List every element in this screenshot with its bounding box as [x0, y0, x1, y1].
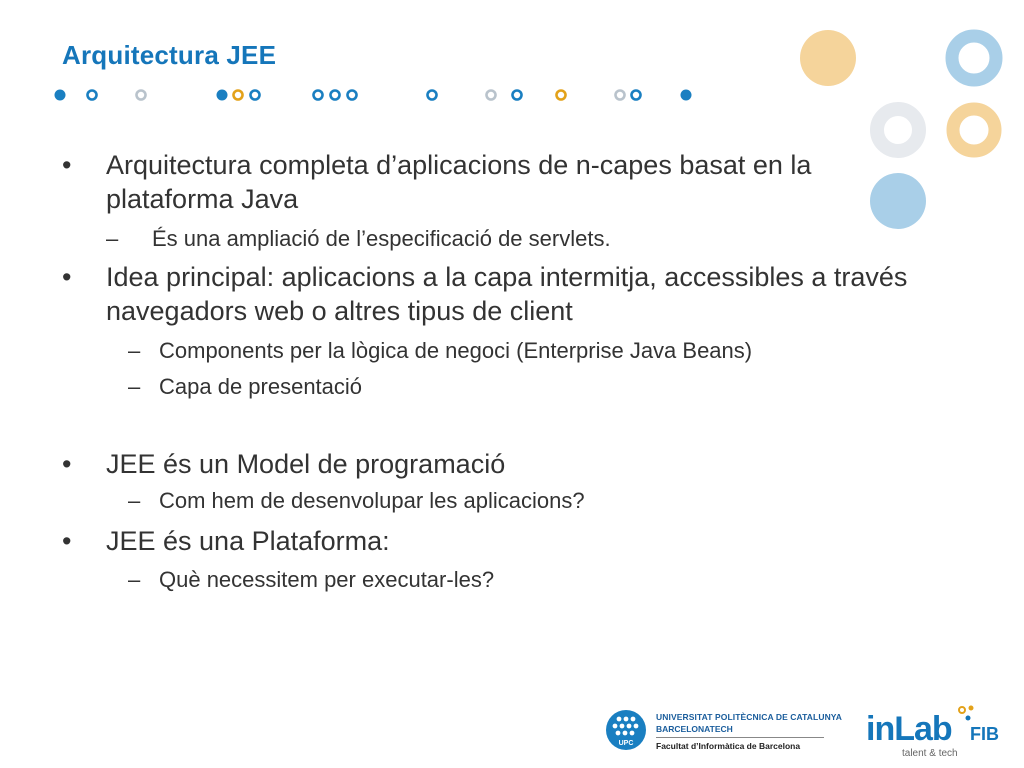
sub-bullet-dash: – [128, 567, 141, 592]
inlab-tagline: talent & tech [902, 748, 958, 759]
upc-logo-icon [606, 710, 646, 750]
sub-bullet-text: Com hem de desenvolupar les aplicacions? [159, 488, 585, 513]
svg-text:UPC: UPC [618, 740, 634, 747]
sub-bullet-dash: – [128, 488, 141, 513]
bullet-item [62, 148, 811, 216]
sub-bullet-item [128, 372, 362, 402]
sub-bullet-dash: – [128, 338, 141, 363]
bullet-line: navegadors web o altres tipus de client [106, 296, 573, 326]
sub-bullet-item [128, 565, 494, 595]
bullet-line: Arquitectura completa d’aplicacions de n-capes basat en la [106, 150, 812, 180]
slide-title: Arquitectura JEE [62, 40, 277, 70]
bullet-text [106, 148, 811, 216]
footer-logos [600, 700, 1020, 760]
sub-bullet-dash: – [128, 374, 141, 399]
bullet-item [62, 524, 390, 558]
bullet-line: plataforma Java [106, 184, 299, 214]
bullet-marker: • [62, 150, 72, 180]
sub-bullet-item [128, 486, 585, 516]
upc-subname: BARCELONATECH [656, 724, 733, 734]
inlab-dots-icon [950, 704, 980, 724]
upc-wordmark [656, 712, 856, 751]
bullet-line: JEE és una Plataforma: [106, 526, 390, 556]
sub-bullet-text: Components per la lògica de negoci (Enterprise Java Beans) [159, 338, 753, 363]
bullet-item [62, 260, 907, 328]
sub-bullet-text: És una ampliació de l’especificació de servlets. [152, 226, 611, 251]
bullet-text [106, 260, 907, 328]
sub-bullet-text: Capa de presentació [159, 374, 363, 399]
bullet-marker: • [62, 526, 72, 556]
inlab-fib-mark: FIB [970, 724, 999, 744]
bullet-item [62, 447, 505, 481]
sub-bullet-dash: – [106, 226, 119, 251]
sub-bullet-item [106, 224, 611, 254]
upc-name: UNIVERSITAT POLITÈCNICA DE CATALUNYA [656, 712, 843, 722]
inlab-logo [866, 704, 1016, 760]
bullet-text [106, 524, 390, 558]
sub-bullet-text: Què necessitem per executar-les? [159, 567, 495, 592]
sub-bullet-item [128, 336, 752, 366]
inlab-wordmark: inLab [866, 710, 952, 748]
bullet-marker: • [62, 449, 72, 479]
upc-dots-icon [606, 710, 646, 750]
bullet-marker: • [62, 262, 72, 292]
bullet-line: JEE és un Model de programació [106, 449, 506, 479]
fib-faculty-name: Facultat d’Informàtica de Barcelona [656, 741, 801, 751]
upc-divider [656, 737, 824, 738]
bullet-text [106, 447, 505, 481]
bullet-line: Idea principal: aplicacions a la capa intermitja, accessibles a través [106, 262, 908, 292]
